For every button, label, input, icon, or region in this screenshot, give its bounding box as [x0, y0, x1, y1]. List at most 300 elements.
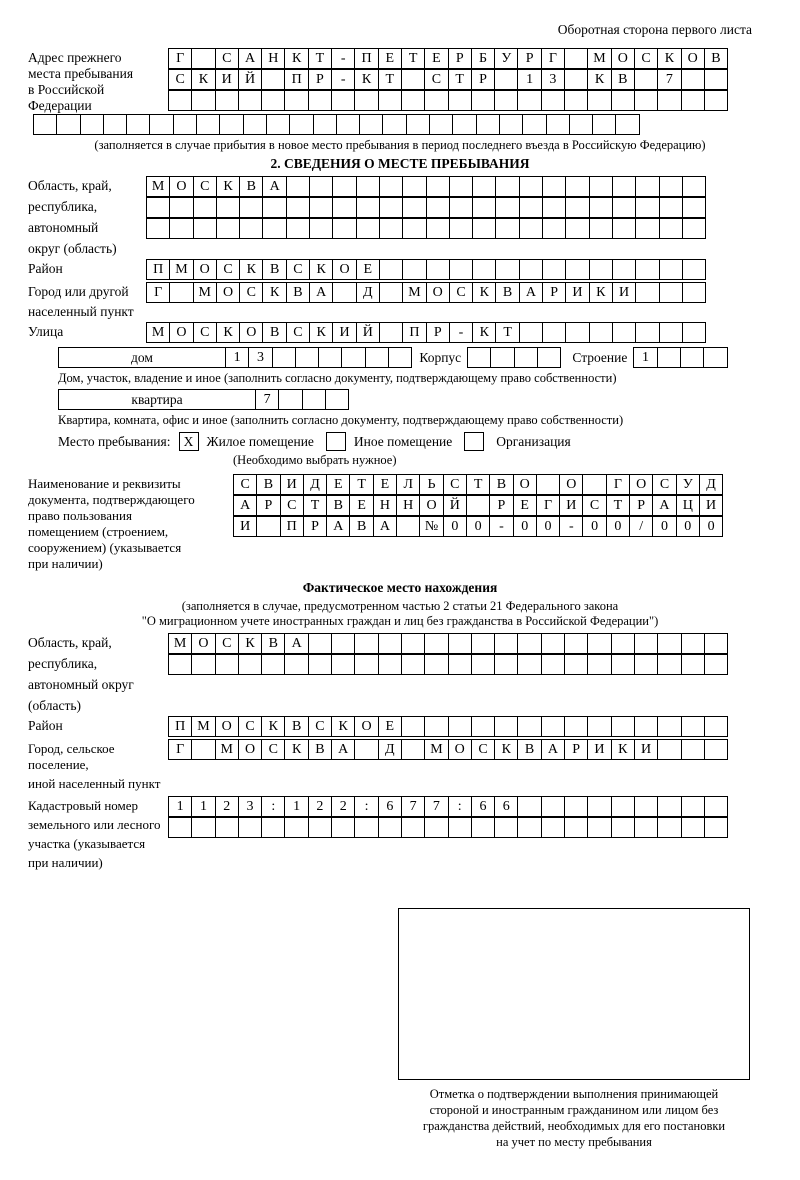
- char-box[interactable]: [564, 90, 588, 111]
- char-box[interactable]: В: [308, 739, 332, 760]
- char-box[interactable]: [379, 197, 403, 218]
- char-box[interactable]: [564, 817, 588, 838]
- char-box[interactable]: [356, 197, 380, 218]
- char-box[interactable]: /: [629, 516, 653, 537]
- char-box[interactable]: [379, 322, 403, 343]
- char-box[interactable]: [612, 322, 636, 343]
- char-box[interactable]: К: [239, 259, 263, 280]
- char-box[interactable]: [657, 633, 681, 654]
- char-box[interactable]: [519, 322, 543, 343]
- char-box[interactable]: [262, 218, 286, 239]
- char-box[interactable]: [332, 218, 356, 239]
- char-box[interactable]: [494, 716, 518, 737]
- char-box[interactable]: С: [634, 48, 658, 69]
- char-box[interactable]: [261, 817, 285, 838]
- char-box[interactable]: [659, 322, 683, 343]
- char-box[interactable]: [514, 347, 538, 368]
- char-box[interactable]: [634, 716, 658, 737]
- char-box[interactable]: [149, 114, 173, 135]
- char-box[interactable]: [659, 176, 683, 197]
- char-box[interactable]: [495, 176, 519, 197]
- char-box[interactable]: Й: [356, 322, 380, 343]
- char-box[interactable]: -: [331, 48, 355, 69]
- char-box[interactable]: О: [191, 633, 215, 654]
- char-box[interactable]: Р: [426, 322, 450, 343]
- char-box[interactable]: [517, 633, 541, 654]
- char-box[interactable]: 1: [517, 69, 541, 90]
- char-box[interactable]: И: [634, 739, 658, 760]
- char-box[interactable]: В: [286, 282, 310, 303]
- char-box[interactable]: К: [309, 322, 333, 343]
- char-box[interactable]: [471, 817, 495, 838]
- char-box[interactable]: [537, 347, 561, 368]
- char-box[interactable]: Т: [349, 474, 373, 495]
- char-box[interactable]: [546, 114, 570, 135]
- char-box[interactable]: Е: [513, 495, 537, 516]
- char-box[interactable]: Е: [356, 259, 380, 280]
- char-box[interactable]: П: [402, 322, 426, 343]
- char-box[interactable]: С: [261, 739, 285, 760]
- char-box[interactable]: [295, 347, 319, 368]
- char-box[interactable]: [402, 259, 426, 280]
- char-box[interactable]: Т: [606, 495, 630, 516]
- char-box[interactable]: Г: [541, 48, 565, 69]
- char-box[interactable]: О: [426, 282, 450, 303]
- char-box[interactable]: [146, 218, 170, 239]
- char-box[interactable]: [126, 114, 150, 135]
- char-box[interactable]: [168, 654, 192, 675]
- char-box[interactable]: [424, 817, 448, 838]
- char-box[interactable]: [359, 114, 383, 135]
- char-box[interactable]: М: [193, 282, 217, 303]
- char-box[interactable]: Р: [629, 495, 653, 516]
- char-box[interactable]: 1: [191, 796, 215, 817]
- char-box[interactable]: О: [216, 282, 240, 303]
- char-box[interactable]: С: [424, 69, 448, 90]
- char-box[interactable]: [318, 347, 342, 368]
- char-box[interactable]: О: [681, 48, 705, 69]
- char-box[interactable]: [704, 796, 728, 817]
- char-box[interactable]: [564, 796, 588, 817]
- char-box[interactable]: Р: [256, 495, 280, 516]
- char-box[interactable]: М: [402, 282, 426, 303]
- char-box[interactable]: [191, 739, 215, 760]
- char-box[interactable]: 0: [513, 516, 537, 537]
- char-box[interactable]: 2: [308, 796, 332, 817]
- char-box[interactable]: [365, 347, 389, 368]
- char-box[interactable]: [332, 176, 356, 197]
- char-box[interactable]: [517, 90, 541, 111]
- char-box[interactable]: 1: [633, 347, 657, 368]
- char-box[interactable]: [396, 516, 420, 537]
- char-box[interactable]: -: [489, 516, 513, 537]
- char-box[interactable]: [587, 654, 611, 675]
- char-box[interactable]: [494, 654, 518, 675]
- char-box[interactable]: Т: [401, 48, 425, 69]
- char-box[interactable]: [587, 90, 611, 111]
- char-box[interactable]: [612, 176, 636, 197]
- char-box[interactable]: [494, 633, 518, 654]
- char-box[interactable]: [168, 90, 192, 111]
- char-box[interactable]: [495, 218, 519, 239]
- char-box[interactable]: О: [513, 474, 537, 495]
- char-box[interactable]: [634, 654, 658, 675]
- char-box[interactable]: 3: [238, 796, 262, 817]
- char-box[interactable]: [308, 633, 332, 654]
- char-box[interactable]: Р: [308, 69, 332, 90]
- char-box[interactable]: [289, 114, 313, 135]
- char-box[interactable]: [657, 347, 681, 368]
- char-box[interactable]: [681, 90, 705, 111]
- char-box[interactable]: [193, 197, 217, 218]
- char-box[interactable]: 3: [248, 347, 272, 368]
- char-box[interactable]: [336, 114, 360, 135]
- char-box[interactable]: [402, 218, 426, 239]
- char-box[interactable]: М: [146, 176, 170, 197]
- char-box[interactable]: [587, 796, 611, 817]
- char-box[interactable]: О: [629, 474, 653, 495]
- char-box[interactable]: [169, 197, 193, 218]
- char-box[interactable]: [216, 197, 240, 218]
- char-box[interactable]: Р: [489, 495, 513, 516]
- char-box[interactable]: И: [280, 474, 304, 495]
- char-box[interactable]: [424, 716, 448, 737]
- char-box[interactable]: [657, 817, 681, 838]
- char-box[interactable]: -: [449, 322, 473, 343]
- char-box[interactable]: С: [193, 176, 217, 197]
- char-box[interactable]: [542, 259, 566, 280]
- char-box[interactable]: [565, 322, 589, 343]
- char-box[interactable]: [681, 817, 705, 838]
- char-box[interactable]: [704, 654, 728, 675]
- char-box[interactable]: [471, 654, 495, 675]
- char-box[interactable]: Р: [303, 516, 327, 537]
- char-box[interactable]: [612, 259, 636, 280]
- char-box[interactable]: Е: [424, 48, 448, 69]
- char-box[interactable]: Д: [356, 282, 380, 303]
- char-box[interactable]: О: [169, 322, 193, 343]
- char-box[interactable]: [634, 633, 658, 654]
- char-box[interactable]: [635, 282, 659, 303]
- char-box[interactable]: [582, 474, 606, 495]
- char-box[interactable]: [659, 197, 683, 218]
- char-box[interactable]: [703, 347, 727, 368]
- char-box[interactable]: [332, 282, 356, 303]
- char-box[interactable]: К: [191, 69, 215, 90]
- char-box[interactable]: И: [587, 739, 611, 760]
- char-box[interactable]: [309, 197, 333, 218]
- char-box[interactable]: [449, 259, 473, 280]
- char-box[interactable]: [569, 114, 593, 135]
- char-box[interactable]: [564, 716, 588, 737]
- char-box[interactable]: [388, 347, 412, 368]
- char-box[interactable]: [541, 817, 565, 838]
- char-box[interactable]: [517, 716, 541, 737]
- char-box[interactable]: [472, 176, 496, 197]
- char-box[interactable]: [308, 90, 332, 111]
- char-box[interactable]: Т: [448, 69, 472, 90]
- char-box[interactable]: [168, 817, 192, 838]
- char-box[interactable]: [541, 796, 565, 817]
- char-box[interactable]: [681, 69, 705, 90]
- char-box[interactable]: [657, 90, 681, 111]
- char-box[interactable]: [495, 197, 519, 218]
- char-box[interactable]: Р: [542, 282, 566, 303]
- char-box[interactable]: [238, 817, 262, 838]
- char-box[interactable]: [401, 69, 425, 90]
- char-box[interactable]: [467, 347, 491, 368]
- char-box[interactable]: [80, 114, 104, 135]
- char-box[interactable]: О: [169, 176, 193, 197]
- char-box[interactable]: [401, 654, 425, 675]
- char-box[interactable]: [56, 114, 80, 135]
- char-box[interactable]: [704, 716, 728, 737]
- char-box[interactable]: В: [262, 322, 286, 343]
- char-box[interactable]: [448, 817, 472, 838]
- char-box[interactable]: М: [169, 259, 193, 280]
- char-box[interactable]: К: [472, 282, 496, 303]
- char-box[interactable]: О: [238, 739, 262, 760]
- char-box[interactable]: [261, 654, 285, 675]
- char-box[interactable]: К: [284, 48, 308, 69]
- char-box[interactable]: [681, 739, 705, 760]
- char-box[interactable]: О: [611, 48, 635, 69]
- char-box[interactable]: А: [373, 516, 397, 537]
- char-box[interactable]: [424, 90, 448, 111]
- char-box[interactable]: [325, 389, 349, 410]
- char-box[interactable]: [659, 218, 683, 239]
- char-box[interactable]: [589, 176, 613, 197]
- char-box[interactable]: В: [495, 282, 519, 303]
- char-box[interactable]: [449, 218, 473, 239]
- char-box[interactable]: 6: [378, 796, 402, 817]
- char-box[interactable]: [635, 176, 659, 197]
- char-box[interactable]: [378, 817, 402, 838]
- checkbox-organizaciya[interactable]: [464, 432, 484, 451]
- char-box[interactable]: [193, 218, 217, 239]
- char-box[interactable]: [657, 796, 681, 817]
- char-box[interactable]: [173, 114, 197, 135]
- char-box[interactable]: [542, 322, 566, 343]
- char-box[interactable]: [589, 322, 613, 343]
- char-box[interactable]: [471, 716, 495, 737]
- char-box[interactable]: [216, 218, 240, 239]
- char-box[interactable]: Р: [448, 48, 472, 69]
- char-box[interactable]: 0: [536, 516, 560, 537]
- char-box[interactable]: Д: [699, 474, 723, 495]
- char-box[interactable]: О: [448, 739, 472, 760]
- char-box[interactable]: О: [559, 474, 583, 495]
- char-box[interactable]: Д: [303, 474, 327, 495]
- char-box[interactable]: С: [215, 48, 239, 69]
- char-box[interactable]: [309, 218, 333, 239]
- char-box[interactable]: 7: [401, 796, 425, 817]
- char-box[interactable]: [635, 218, 659, 239]
- char-box[interactable]: [356, 218, 380, 239]
- char-box[interactable]: [564, 48, 588, 69]
- char-box[interactable]: [587, 716, 611, 737]
- char-box[interactable]: [564, 654, 588, 675]
- char-box[interactable]: Г: [606, 474, 630, 495]
- char-box[interactable]: 0: [676, 516, 700, 537]
- char-box[interactable]: А: [541, 739, 565, 760]
- char-box[interactable]: [215, 817, 239, 838]
- char-box[interactable]: [429, 114, 453, 135]
- char-box[interactable]: [615, 114, 639, 135]
- char-box[interactable]: [517, 796, 541, 817]
- char-box[interactable]: [611, 716, 635, 737]
- char-box[interactable]: Н: [373, 495, 397, 516]
- char-box[interactable]: [681, 796, 705, 817]
- char-box[interactable]: [284, 654, 308, 675]
- char-box[interactable]: [541, 90, 565, 111]
- char-box[interactable]: С: [582, 495, 606, 516]
- char-box[interactable]: -: [559, 516, 583, 537]
- char-box[interactable]: А: [233, 495, 257, 516]
- char-box[interactable]: [680, 347, 704, 368]
- char-box[interactable]: [490, 347, 514, 368]
- char-box[interactable]: С: [239, 282, 263, 303]
- char-box[interactable]: Е: [349, 495, 373, 516]
- char-box[interactable]: [341, 347, 365, 368]
- char-box[interactable]: 2: [331, 796, 355, 817]
- char-box[interactable]: [402, 197, 426, 218]
- char-box[interactable]: Г: [146, 282, 170, 303]
- char-box[interactable]: [565, 197, 589, 218]
- char-box[interactable]: С: [216, 259, 240, 280]
- char-box[interactable]: [704, 90, 728, 111]
- char-box[interactable]: И: [215, 69, 239, 90]
- char-box[interactable]: :: [354, 796, 378, 817]
- char-box[interactable]: [564, 633, 588, 654]
- char-box[interactable]: [634, 69, 658, 90]
- char-box[interactable]: [332, 197, 356, 218]
- char-box[interactable]: [191, 48, 215, 69]
- char-box[interactable]: М: [215, 739, 239, 760]
- char-box[interactable]: [354, 654, 378, 675]
- char-box[interactable]: Й: [238, 69, 262, 90]
- char-box[interactable]: [681, 716, 705, 737]
- char-box[interactable]: А: [326, 516, 350, 537]
- char-box[interactable]: Е: [326, 474, 350, 495]
- char-box[interactable]: [426, 218, 450, 239]
- char-box[interactable]: 0: [443, 516, 467, 537]
- char-box[interactable]: [611, 90, 635, 111]
- char-box[interactable]: Т: [466, 474, 490, 495]
- char-box[interactable]: [331, 817, 355, 838]
- char-box[interactable]: [472, 259, 496, 280]
- char-box[interactable]: О: [419, 495, 443, 516]
- char-box[interactable]: [426, 197, 450, 218]
- char-box[interactable]: [302, 389, 326, 410]
- char-box[interactable]: К: [611, 739, 635, 760]
- char-box[interactable]: П: [146, 259, 170, 280]
- char-box[interactable]: Г: [168, 739, 192, 760]
- char-box[interactable]: [542, 197, 566, 218]
- char-box[interactable]: [284, 817, 308, 838]
- char-box[interactable]: [261, 69, 285, 90]
- char-box[interactable]: А: [309, 282, 333, 303]
- char-box[interactable]: [565, 259, 589, 280]
- char-box[interactable]: [308, 654, 332, 675]
- char-box[interactable]: [238, 90, 262, 111]
- char-box[interactable]: Н: [396, 495, 420, 516]
- char-box[interactable]: [103, 114, 127, 135]
- char-box[interactable]: М: [424, 739, 448, 760]
- char-box[interactable]: К: [309, 259, 333, 280]
- char-box[interactable]: С: [286, 259, 310, 280]
- char-box[interactable]: [494, 69, 518, 90]
- char-box[interactable]: 7: [657, 69, 681, 90]
- char-box[interactable]: [541, 633, 565, 654]
- char-box[interactable]: [191, 654, 215, 675]
- char-box[interactable]: [33, 114, 57, 135]
- char-box[interactable]: В: [256, 474, 280, 495]
- char-box[interactable]: Е: [378, 48, 402, 69]
- char-box[interactable]: [424, 654, 448, 675]
- char-box[interactable]: К: [657, 48, 681, 69]
- char-box[interactable]: [466, 495, 490, 516]
- char-box[interactable]: [472, 218, 496, 239]
- char-box[interactable]: С: [215, 633, 239, 654]
- char-box[interactable]: А: [262, 176, 286, 197]
- char-box[interactable]: [541, 716, 565, 737]
- char-box[interactable]: [426, 259, 450, 280]
- char-box[interactable]: [704, 817, 728, 838]
- char-box[interactable]: :: [261, 796, 285, 817]
- char-box[interactable]: К: [494, 739, 518, 760]
- char-box[interactable]: №: [419, 516, 443, 537]
- char-box[interactable]: [704, 633, 728, 654]
- char-box[interactable]: С: [471, 739, 495, 760]
- char-box[interactable]: [659, 282, 683, 303]
- char-box[interactable]: [354, 633, 378, 654]
- char-box[interactable]: [517, 654, 541, 675]
- char-box[interactable]: [682, 197, 706, 218]
- char-box[interactable]: Г: [536, 495, 560, 516]
- char-box[interactable]: 1: [168, 796, 192, 817]
- char-box[interactable]: [499, 114, 523, 135]
- char-box[interactable]: [522, 114, 546, 135]
- char-box[interactable]: В: [284, 716, 308, 737]
- char-box[interactable]: [266, 114, 290, 135]
- char-box[interactable]: [169, 282, 193, 303]
- char-box[interactable]: [238, 654, 262, 675]
- char-box[interactable]: [564, 69, 588, 90]
- char-box[interactable]: Л: [396, 474, 420, 495]
- char-box[interactable]: С: [168, 69, 192, 90]
- char-box[interactable]: [256, 516, 280, 537]
- char-box[interactable]: [354, 90, 378, 111]
- char-box[interactable]: [589, 197, 613, 218]
- char-box[interactable]: [146, 197, 170, 218]
- char-box[interactable]: [471, 633, 495, 654]
- char-box[interactable]: 0: [606, 516, 630, 537]
- char-box[interactable]: П: [280, 516, 304, 537]
- char-box[interactable]: [424, 633, 448, 654]
- char-box[interactable]: [587, 633, 611, 654]
- char-box[interactable]: О: [354, 716, 378, 737]
- char-box[interactable]: К: [354, 69, 378, 90]
- char-box[interactable]: [587, 817, 611, 838]
- char-box[interactable]: В: [326, 495, 350, 516]
- char-box[interactable]: [682, 322, 706, 343]
- char-box[interactable]: Т: [308, 48, 332, 69]
- char-box[interactable]: [331, 90, 355, 111]
- char-box[interactable]: [239, 218, 263, 239]
- char-box[interactable]: [519, 218, 543, 239]
- char-box[interactable]: [379, 282, 403, 303]
